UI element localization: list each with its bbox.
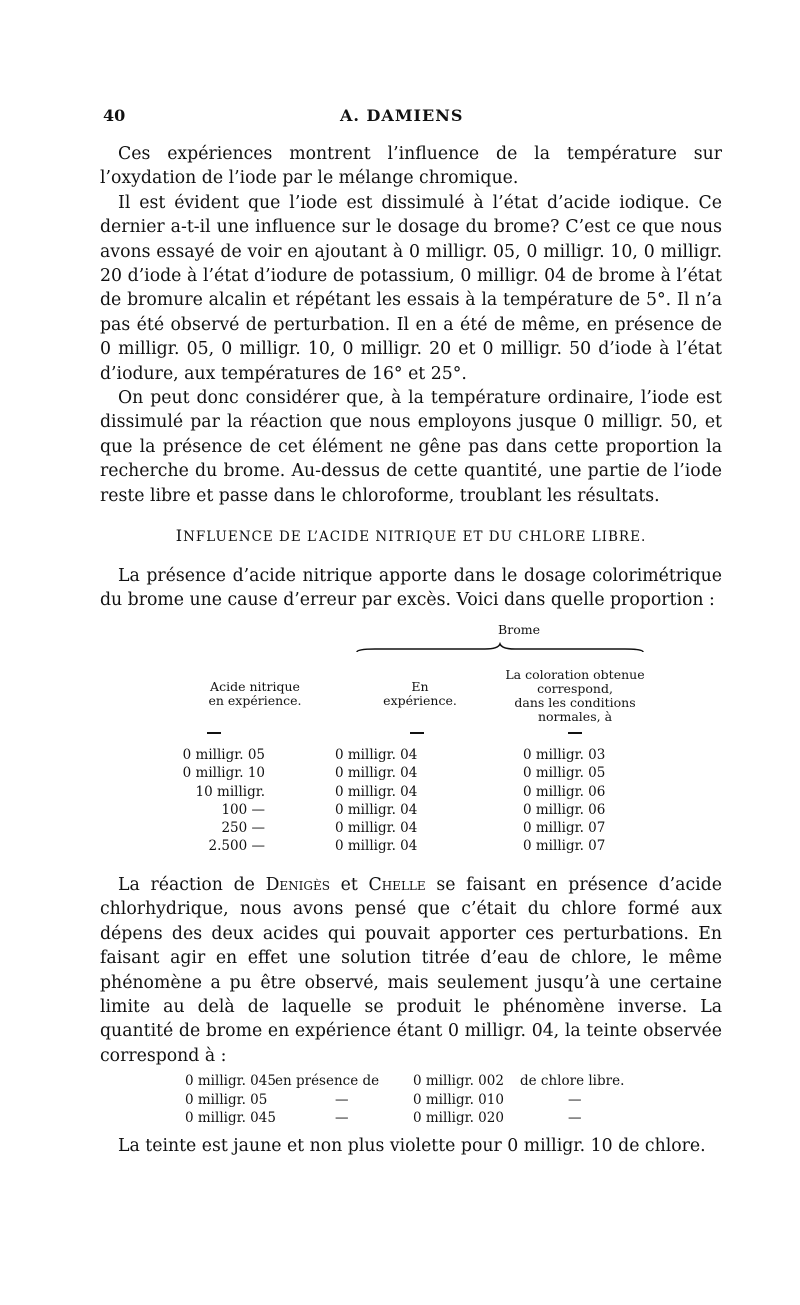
page-number: 40 <box>103 106 126 125</box>
table-cell: 0 milligr. 06 <box>523 801 606 818</box>
text-run: et <box>329 875 369 895</box>
paragraph: La teinte est jaune et non plus violette pour 0 milligr. 10 de chlore. <box>118 1136 706 1156</box>
paragraph: On peut donc considérer que, à la température ordinaire, l’iode est dissimulé par la réaction que nous employons jusque 0 milligr. 50, et que la présence de cet élément ne gêne pas dans cette proportion la recherche du brome. Au-dessus de cette quantité, une partie de l’iode reste libre et passe dans le chloroforme, troublant les résultats. <box>100 388 722 506</box>
section-heading-initial: I <box>175 526 184 545</box>
table-cell: 0 milligr. 04 <box>335 765 418 782</box>
body-text-after-table <box>100 873 722 1068</box>
table-cell: — <box>335 1091 349 1108</box>
text-run: La réaction de <box>118 875 266 895</box>
body-text-top <box>100 142 722 508</box>
table-row <box>165 783 675 801</box>
column-rule <box>410 732 424 734</box>
table-cell: — <box>568 1091 582 1108</box>
brace-icon <box>355 642 645 656</box>
table-row <box>185 1091 655 1110</box>
table-cell: 0 milligr. 06 <box>523 783 606 800</box>
table-cell: 0 milligr. 002 <box>413 1073 504 1089</box>
author-name: Chelle <box>368 875 426 895</box>
column-rule <box>568 732 582 734</box>
table-row <box>165 746 675 764</box>
table-cell: 0 milligr. 04 <box>335 747 418 763</box>
table-cell: 0 milligr. 05 <box>523 765 606 782</box>
column-header-bromine: En expérience. <box>383 679 457 708</box>
column-rule <box>207 732 221 734</box>
table-cell: 0 milligr. 045 <box>185 1073 276 1089</box>
section-heading <box>100 526 722 545</box>
table-row <box>185 1072 655 1091</box>
table-cell: 0 milligr. 010 <box>413 1091 504 1108</box>
body-text-intro <box>100 564 722 613</box>
paragraph <box>100 873 722 1068</box>
paragraph: Il est évident que l’iode est dissimulé à l’état d’acide iodique. Ce dernier a-t-il une influence sur le dosage du brome? C’est ce que nous avons essayé de voir en ajoutant à 0 milligr. 05, 0 milligr. 10, 0 milligr. 20 d’iode à l’état d’iodure de potassium, 0 milligr. 04 de brome à l’état de bromure alcalin et répétant les essais à la température de 5°. Il n’a pas été observé de perturbation. Il en a été de même, en présence de 0 milligr. 05, 0 milligr. 10, 0 milligr. 20 et 0 milligr. 50 d’iode à l’état d’iodure, aux températures de 16° et 25°. <box>100 192 722 384</box>
table-row <box>165 837 675 855</box>
column-header-nitric-acid: Acide nitrique en expérience. <box>208 679 302 708</box>
table-cell: 0 milligr. 04 <box>335 838 418 855</box>
table-cell: 0 milligr. 020 <box>413 1110 504 1127</box>
author-name: Denigès <box>265 875 330 895</box>
table-cell: 0 milligr. 03 <box>523 747 606 763</box>
table-cell: — <box>335 1110 349 1127</box>
running-title: A. DAMIENS <box>340 106 464 125</box>
table-row <box>165 819 675 837</box>
table-row <box>165 801 675 819</box>
table-cell: 0 milligr. 05 <box>185 1091 268 1108</box>
table-cell: de chlore libre. <box>520 1073 625 1089</box>
table-cell: en présence de <box>275 1073 380 1089</box>
table-cell: 2.500 — <box>208 838 265 855</box>
table-cell: 10 milligr. <box>195 783 265 800</box>
column-header-coloration: La coloration obtenue correspond, dans les conditions normales, à <box>505 667 645 724</box>
table-cell: 0 milligr. 04 <box>335 801 418 818</box>
section-heading-text: NFLUENCE DE L’ACIDE NITRIQUE ET DU CHLORE LIBRE. <box>183 529 647 545</box>
table-cell: 0 milligr. 04 <box>335 820 418 837</box>
table-cell: 0 milligr. 07 <box>523 820 606 837</box>
table-cell: 250 — <box>221 820 265 837</box>
table-cell: — <box>568 1110 582 1127</box>
table-group-header: Brome <box>498 622 540 637</box>
table-cell: 0 milligr. 04 <box>335 783 418 800</box>
table-cell: 0 milligr. 05 <box>182 747 265 763</box>
table-row <box>165 764 675 782</box>
body-text-final <box>100 1134 722 1158</box>
chlorine-table <box>185 1072 655 1128</box>
text-run: se faisant en présence d’acide chlorhydrique, nous avons pensé que c’était du chlore formé aux dépens des deux acides qui pouvait apporter ces perturbations. En faisant agir en effet une solution titrée d’eau de chlore, le même phénomène a pu être observé, mais seulement jusqu’à une certaine limite au delà de laquelle se produit le phénomène inverse. La quantité de brome en expérience étant 0 milligr. 04, la teinte observée correspond à : <box>100 875 722 1066</box>
table-body <box>165 746 675 856</box>
table-cell: 0 milligr. 045 <box>185 1110 276 1127</box>
paragraph: Ces expériences montrent l’influence de la température sur l’oxydation de l’iode par le mélange chromique. <box>100 144 722 189</box>
table-cell: 0 milligr. 07 <box>523 838 606 855</box>
table-row <box>185 1109 655 1128</box>
table-cell: 100 — <box>221 801 265 818</box>
table-cell: 0 milligr. 10 <box>182 765 265 782</box>
paragraph: La présence d’acide nitrique apporte dans le dosage colorimétrique du brome une cause d’erreur par excès. Voici dans quelle proportion : <box>100 566 722 611</box>
